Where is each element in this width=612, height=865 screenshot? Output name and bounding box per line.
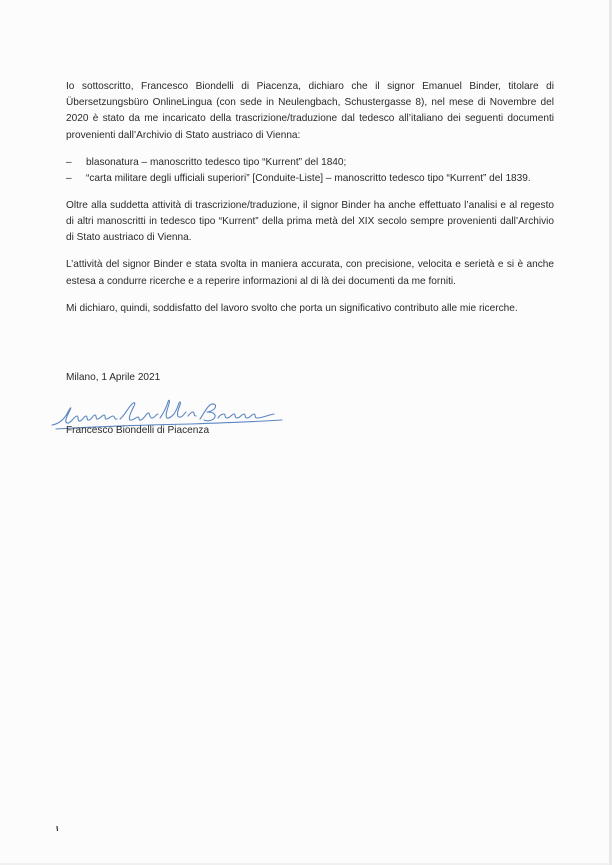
document-list: [66, 155, 554, 187]
list-dash: –: [66, 172, 72, 184]
list-item: [66, 171, 554, 187]
signer-name: Francesco Biondelli di Piacenza: [66, 425, 210, 436]
letter-body: [66, 79, 554, 328]
list-item-text: “carta militare degli ufficiali superiori” [Conduite-Liste] – manoscritto tedesco tipo “Kurrent” del 1839.: [86, 172, 531, 184]
paragraph-conclusion: Mi dichiaro, quindi, soddisfatto del lavoro svolto che porta un significativo contributo alle mie ricerche.: [66, 302, 518, 314]
paragraph-activity: Oltre alla suddetta attività di trascrizione/traduzione, il signor Binder ha anche effettuato l’analisi e al regesto di altri manoscritti in tedesco tipo “Kurrent” della prima metà del XIX secolo sempre provenienti dall’Archivio di Stato austriaco di Vienna.: [66, 199, 554, 244]
place-date: Milano, 1 Aprile 2021: [66, 372, 161, 383]
list-dash: –: [66, 156, 72, 168]
list-item-text: blasonatura – manoscritto tedesco tipo “Kurrent” del 1840;: [86, 156, 347, 168]
stray-mark: [56, 826, 59, 831]
list-item: [66, 155, 554, 171]
paragraph-quality: L’attività del signor Binder e stata svolta in maniera accurata, con precisione, velocita e serietà e si è anche estesa a condurre ricerche e a reperire informazioni al di là dei documenti da me forniti.: [66, 259, 554, 287]
paragraph-intro: Io sottoscritto, Francesco Biondelli di Piacenza, dichiaro che il signor Emanuel Binder, titolare di Übersetzungsbüro OnlineLingua (con sede in Neulengbach, Schustergasse 8), nel mese di Novembre del 2020 è stato da me incaricato della trascrizione/traduzione dal tedesco all’italiano dei seguenti documenti provenienti dall’Archivio di Stato austriaco di Vienna:: [66, 81, 554, 141]
